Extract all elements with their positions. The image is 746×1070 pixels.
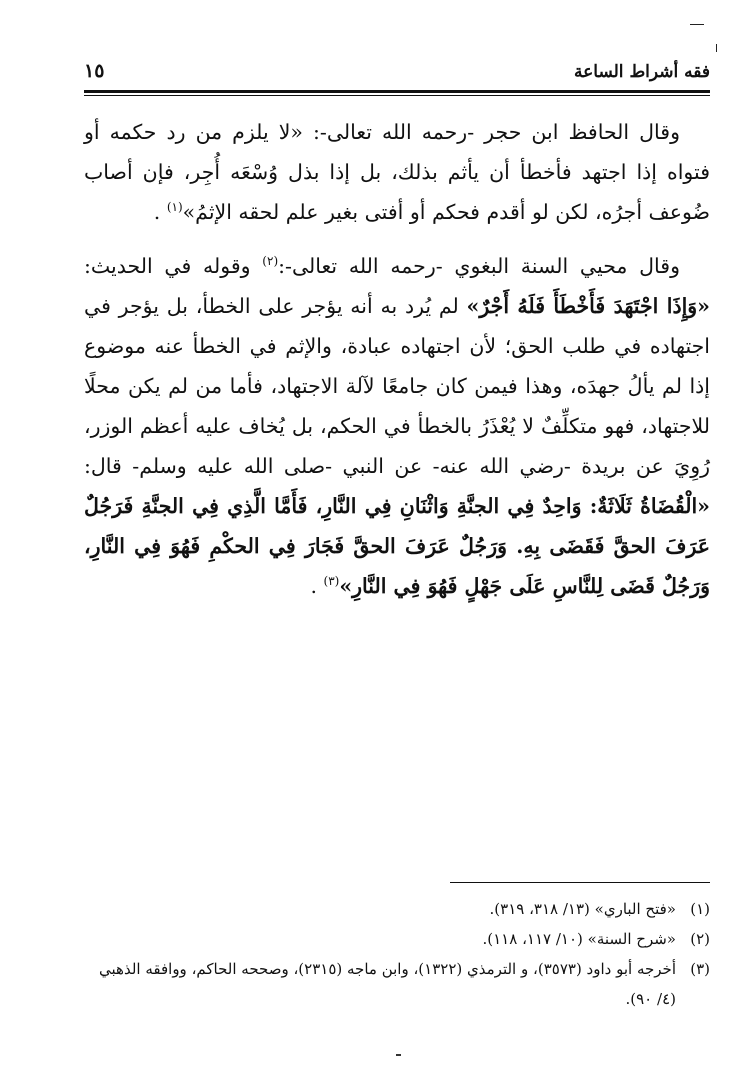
- footnote-text: أخرجه أبو داود (٣٥٧٣)، و الترمذي (١٣٢٢)، وابن ماجه (٢٣١٥)، وصححه الحاكم، ووافقه الذهبي (٤/ ٩٠).: [99, 960, 676, 1008]
- paragraph-baghawi-body: لم يُرد به أنه يؤجر على الخطأ، بل يؤجر في اجتهاده في طلب الحق؛ لأن اجتهاده عبادة، والإثم في الخطأ عنه موضوع إذا لم يألُ جهدَه، وهذا فيمن كان جامعًا لآلة الاجتهاد، فأما من لم يكن محلًا للاجتهاد، فهو متكلِّفٌ لا يُعْذَرُ بالخطأ في الحكم، بل يُخاف عليه أعظم الوزر، رُوِيَ عن بريدة -رضي الله عنه- عن النبي -صلى الله عليه وسلم- قال:: [84, 294, 710, 478]
- paragraph-baghawi-lead: وقوله في الحديث:: [84, 254, 251, 278]
- header-rule-thick: [84, 90, 710, 93]
- footnote-number: (٢): [690, 930, 710, 948]
- footnote-text: «شرح السنة» (١٠/ ١١٧، ١١٨).: [482, 930, 676, 948]
- footnote-2: [84, 924, 710, 954]
- footnote-ref-1: (١): [166, 200, 183, 215]
- header-rule-thin: [84, 95, 710, 96]
- footnote-number: (١): [690, 900, 710, 918]
- paragraph-ibn-hajar: [84, 112, 710, 232]
- footnotes: [84, 894, 710, 1014]
- footnote-number: (٣): [690, 960, 710, 978]
- footnote-ref-2: (٢): [262, 254, 279, 269]
- main-text: [84, 112, 710, 620]
- running-title: فقه أشراط الساعة: [574, 62, 710, 82]
- scan-mark-right: [716, 44, 717, 52]
- paragraph-baghawi-intro: وقال محيي السنة البغوي -رحمه الله تعالى-:: [278, 254, 680, 278]
- paragraph-baghawi: [84, 246, 710, 606]
- scan-mark-top: [690, 24, 704, 25]
- hadith-end: .: [310, 574, 317, 598]
- paragraph-ibn-hajar-end: .: [153, 200, 161, 224]
- hadith-qudat: «الْقُضَاةُ ثَلَاثَةٌ: وَاحِدٌ فِي الجنَّةِ وَاثْنَانِ فِي النَّارِ، فَأَمَّا الَّذِي فِي الجنَّةِ فَرَجُلٌ عَرَفَ الحقَّ فَقَضَى بِهِ. وَرَجُلٌ عَرَفَ الحقَّ فَجَارَ فِي الحكْمِ فَهُوَ فِي النَّارِ، وَرَجُلٌ قَضَى لِلنَّاسِ عَلَى جَهْلٍ فَهُوَ فِي النَّارِ»: [84, 494, 710, 598]
- footnote-1: [84, 894, 710, 924]
- hadith-quote-ijtihad: «وَإِذَا اجْتَهَدَ فَأَخْطَأَ فَلَهُ أَجْرٌ»: [466, 294, 710, 318]
- page-header: [84, 60, 710, 90]
- footnote-separator: [450, 882, 710, 883]
- footnote-text: «فتح الباري» (١٣/ ٣١٨، ٣١٩).: [489, 900, 676, 918]
- page-number: ١٥: [84, 60, 105, 82]
- footnote-ref-3: (٣): [323, 574, 340, 589]
- footnote-3: [84, 954, 710, 1014]
- paragraph-ibn-hajar-text: وقال الحافظ ابن حجر -رحمه الله تعالى-: «لا يلزم من رد حكمه أو فتواه إذا اجتهد فأخطأ أن يأثم بذلك، بل إذا بذل وُسْعَه أُجِر، فإن أصاب ضُوعف أجرُه، لكن لو أقدم فحكم أو أفتى بغير علم لحقه الإثمُ»: [84, 120, 710, 224]
- scan-mark-bottom: [396, 1054, 401, 1056]
